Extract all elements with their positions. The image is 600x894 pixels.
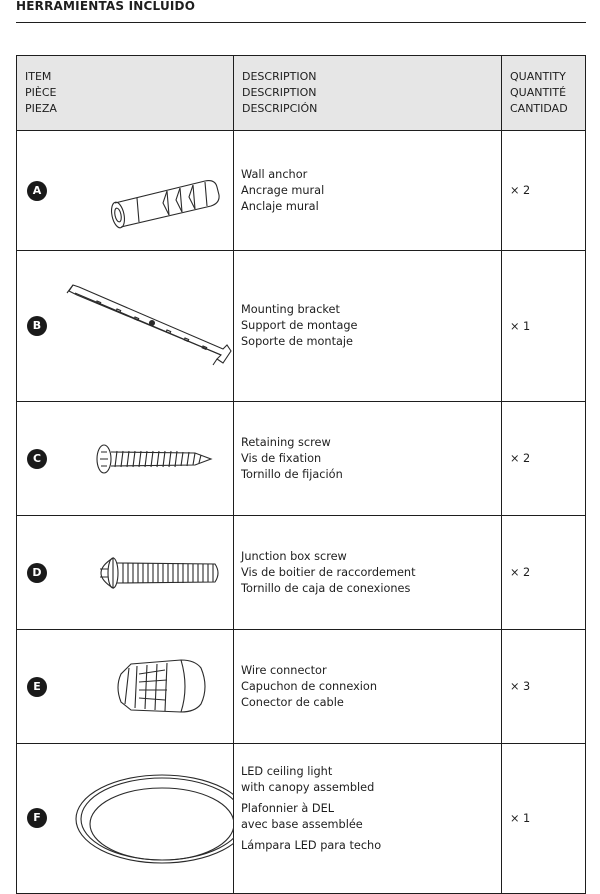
table-header-row: [17, 56, 586, 131]
description-cell: Wall anchor Ancrage mural Anclaje mural: [234, 131, 502, 251]
table-row: [17, 131, 586, 251]
description-cell: LED ceiling light with canopy assembled Plafonnier à DEL avec base assemblée Lámpara LED para techo: [234, 744, 502, 894]
wall-anchor-icon: [17, 131, 234, 251]
mounting-bracket-icon: [17, 251, 234, 402]
quantity-cell: × 3: [502, 630, 586, 744]
table-row: [17, 516, 586, 630]
description-cell: Retaining screw Vis de fixation Tornillo de fijación: [234, 402, 502, 516]
table-row: [17, 630, 586, 744]
quantity-cell: × 2: [502, 131, 586, 251]
item-cell: [17, 251, 234, 402]
description-cell: Wire connector Capuchon de connexion Conector de cable: [234, 630, 502, 744]
wire-connector-icon: [17, 630, 234, 744]
table-row: [17, 744, 586, 894]
ceiling-light-icon: [17, 744, 234, 894]
retaining-screw-icon: [17, 402, 234, 516]
table-row: [17, 402, 586, 516]
description-cell: Junction box screw Vis de boitier de raccordement Tornillo de caja de conexiones: [234, 516, 502, 630]
item-letter-badge: A: [27, 181, 47, 201]
column-header-description: DESCRIPTION DESCRIPTION DESCRIPCIÓN: [234, 56, 502, 131]
quantity-cell: × 1: [502, 251, 586, 402]
item-letter-badge: B: [27, 316, 47, 336]
junction-box-screw-icon: [17, 516, 234, 630]
column-header-item: ITEM PIÈCE PIEZA: [17, 56, 234, 131]
item-letter-badge: C: [27, 449, 47, 469]
quantity-cell: × 1: [502, 744, 586, 894]
quantity-cell: × 2: [502, 516, 586, 630]
page-header: [16, 0, 586, 23]
parts-table: [16, 55, 586, 894]
item-letter-badge: D: [27, 563, 47, 583]
item-cell: [17, 516, 234, 630]
item-cell: [17, 744, 234, 894]
page-title: HERRAMIENTAS INCLUIDO: [16, 0, 196, 13]
item-cell: [17, 402, 234, 516]
item-cell: [17, 131, 234, 251]
item-letter-badge: E: [27, 677, 47, 697]
description-cell: Mounting bracket Support de montage Soporte de montaje: [234, 251, 502, 402]
table-row: [17, 251, 586, 402]
item-cell: [17, 630, 234, 744]
quantity-cell: × 2: [502, 402, 586, 516]
column-header-quantity: QUANTITY QUANTITÉ CANTIDAD: [502, 56, 586, 131]
item-letter-badge: F: [27, 808, 47, 828]
